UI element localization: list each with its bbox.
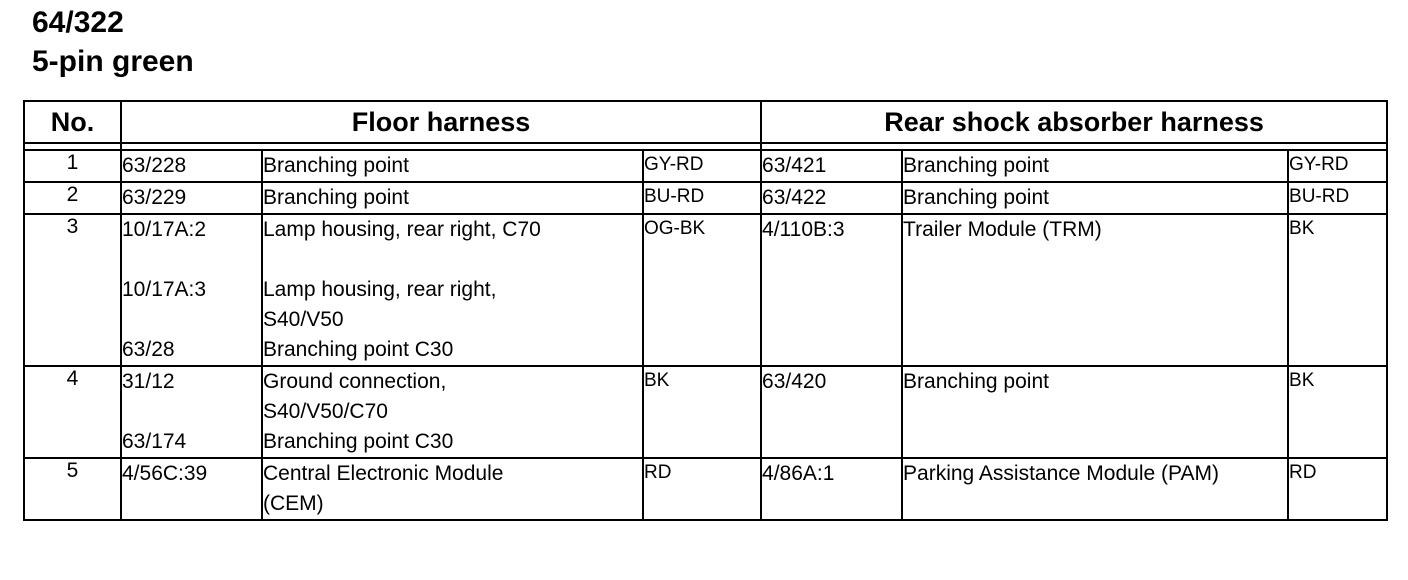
table-row — [24, 366, 1387, 458]
rear-code: 63/422 — [761, 182, 902, 214]
rear-wire-color: BK — [1288, 366, 1387, 458]
floor-wire-color: BK — [643, 366, 761, 458]
floor-wire-color: OG-BK — [643, 214, 761, 366]
header-floor-harness: Floor harness — [121, 101, 761, 143]
header-no: No. — [24, 101, 121, 143]
pin-number: 4 — [24, 366, 121, 458]
floor-description: Ground connection, S40/V50/C70 Branching point C30 — [262, 366, 643, 458]
pin-number: 5 — [24, 458, 121, 520]
table-row — [24, 150, 1387, 182]
table-row — [24, 458, 1387, 520]
rear-wire-color: GY-RD — [1288, 150, 1387, 182]
rear-description: Branching point — [902, 366, 1288, 458]
pin-number: 3 — [24, 214, 121, 366]
rear-description: Branching point — [902, 150, 1288, 182]
pin-number: 2 — [24, 182, 121, 214]
table-row — [24, 214, 1387, 366]
rear-description: Trailer Module (TRM) — [902, 214, 1288, 366]
floor-wire-color: RD — [643, 458, 761, 520]
rear-wire-color: BU-RD — [1288, 182, 1387, 214]
rear-code: 63/421 — [761, 150, 902, 182]
rear-code: 63/420 — [761, 366, 902, 458]
rear-code: 4/110B:3 — [761, 214, 902, 366]
pin-number: 1 — [24, 150, 121, 182]
floor-description: Central Electronic Module (CEM) — [262, 458, 643, 520]
pin-table — [23, 100, 1388, 521]
floor-code: 63/229 — [121, 182, 262, 214]
floor-wire-color: GY-RD — [643, 150, 761, 182]
rear-wire-color: BK — [1288, 214, 1387, 366]
rear-wire-color: RD — [1288, 458, 1387, 520]
floor-code: 31/12 63/174 — [121, 366, 262, 458]
header-rear-harness: Rear shock absorber harness — [761, 101, 1387, 143]
floor-description: Lamp housing, rear right, C70 Lamp housing, rear right, S40/V50 Branching point C30 — [262, 214, 643, 366]
connector-description: 5-pin green — [32, 45, 194, 78]
connector-number: 64/322 — [32, 6, 124, 39]
rear-description: Parking Assistance Module (PAM) — [902, 458, 1288, 520]
floor-code: 10/17A:2 10/17A:3 63/28 — [121, 214, 262, 366]
floor-description: Branching point — [262, 182, 643, 214]
floor-code: 63/228 — [121, 150, 262, 182]
floor-code: 4/56C:39 — [121, 458, 262, 520]
table-row — [24, 182, 1387, 214]
floor-description: Branching point — [262, 150, 643, 182]
rear-description: Branching point — [902, 182, 1288, 214]
floor-wire-color: BU-RD — [643, 182, 761, 214]
rear-code: 4/86A:1 — [761, 458, 902, 520]
